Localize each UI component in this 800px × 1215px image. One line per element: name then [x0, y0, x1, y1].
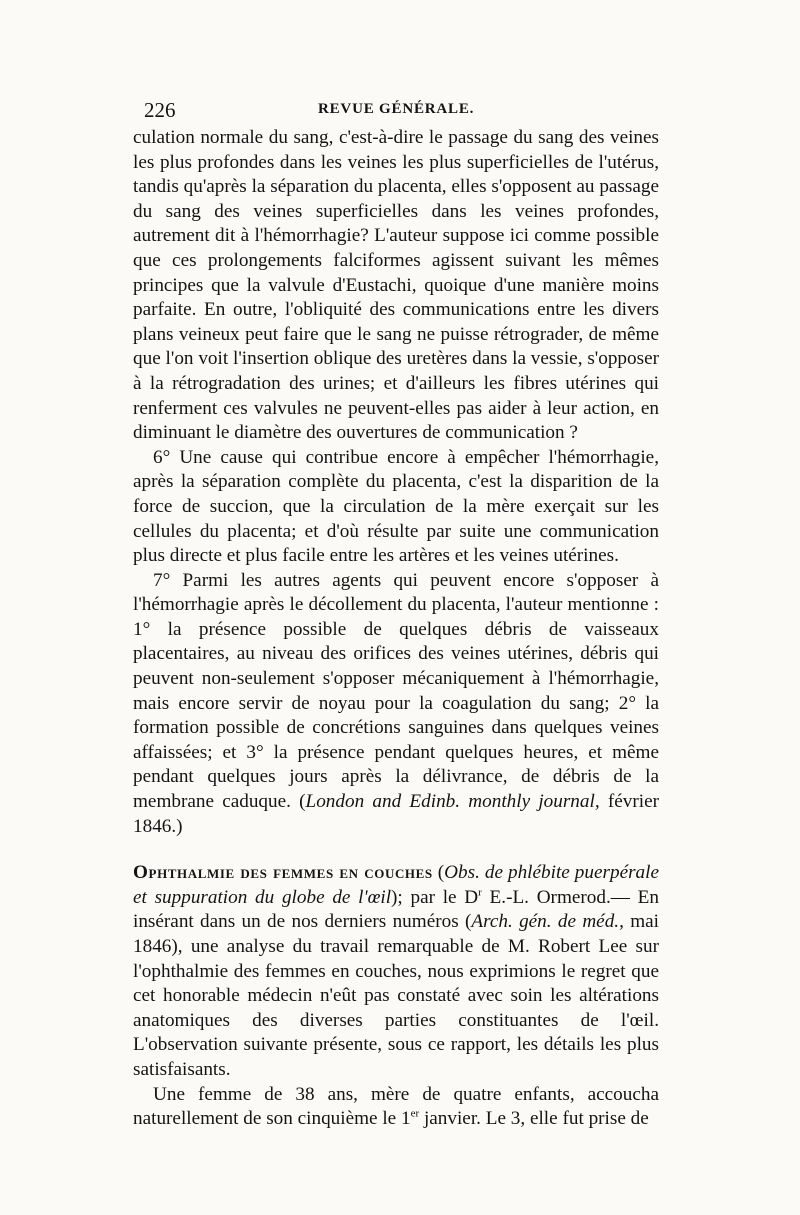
running-title: REVUE GÉNÉRALE.: [318, 101, 475, 117]
section-subtitle: Obs. de phlébite puerpérale et suppuration du globe de l'œil: [133, 862, 659, 908]
case-text-end: janvier. Le 3, elle fut prise de: [419, 1108, 649, 1130]
document-page: [133, 92, 659, 1132]
citation-date: février 1846.): [133, 791, 659, 837]
subtitle-open: (: [432, 862, 445, 884]
paragraph-point-7-text: 7° Parmi les autres agents qui peuvent encore s'opposer à l'hémorrhagie après le décollement du placenta, l'auteur mentionne : 1° la présence possible de quelques débris de vaisseaux placentaires, au niveau des orifices des veines utérines, débris qui peuvent non-seulement s'opposer mécaniquement à l'hémorrhagie, mais encore servir de noyau pour la coagulation du sang; 2° la formation possible de concrétions sanguines dans quelques veines affaissées; et 3° la présence pendant quelques heures, et même pendant quelques jours après la délivrance, de débris de la membrane caduque. (: [133, 569, 659, 813]
page-number: 226: [144, 98, 176, 122]
byline-end: E.-L. Ormerod.— En insérant dans un de nos derniers numéros (: [133, 886, 659, 933]
byline-superscript: r: [478, 886, 482, 899]
paragraph-continuation: culation normale du sang, c'est-à-dire le passage du sang des veines les plus profondes dans les veines les plus superficielles de l'utérus, tandis qu'après la séparation du placenta, elles s'opposent au passage du sang des veines superficielles dans les veines profondes, autrement dit à l'hémorrhagie? L'auteur suppose ici comme possible que ces prolongements falciformes agissent suivant les mêmes principes que la valvule d'Eustachi, quoique d'une manière moins parfaite. En outre, l'obliquité des communications entre les divers plans veineux peut faire que le sang ne puisse rétrograder, de même que l'on voit l'insertion oblique des uretères dans la vessie, s'opposer à la rétrogradation des urines; et d'ailleurs les fibres utérines qui renferment ces valvules ne peuvent-elles pas aider à leur action, en diminuant le diamètre des ouvertures de communication ?: [133, 127, 659, 444]
archives-citation: Arch. gén. de méd.,: [471, 911, 624, 933]
intro-rest: mai 1846), une analyse du travail remarquable de M. Robert Lee sur l'ophthalmie des femmes en couches, nous exprimions le regret que cet honorable médecin n'eût pas constaté avec soin les altérations anatomiques des diverses parties constituantes de l'œil. L'observation suivante présente, sous ce rapport, les détails les plus satisfaisants.: [133, 911, 659, 1080]
case-paragraph: [133, 1083, 659, 1132]
paragraph-point-6: 6° Une cause qui contribue encore à empêcher l'hémorrhagie, après la séparation complète du placenta, c'est la disparition de la force de succion, que la circulation de la mère exerçait sur les cellules du placenta; et d'où résulte par suite une communication plus directe et plus facile entre les artères et les veines utérines.: [133, 446, 659, 567]
body-text: [133, 126, 659, 1132]
paragraph-point-7: [133, 569, 659, 840]
journal-citation: London and Edinb. monthly journal,: [305, 791, 600, 813]
byline: ); par le D: [391, 886, 479, 908]
section-separator: [133, 839, 659, 861]
case-text-start: Une femme de 38 ans, mère de quatre enfants, accoucha naturellement de son cinquième le 1: [133, 1083, 659, 1130]
ophthalmie-intro-paragraph: [133, 861, 659, 1082]
section-title: Ophthalmie des femmes en couches: [133, 862, 433, 884]
case-superscript: er: [410, 1107, 420, 1120]
running-header: [133, 92, 659, 126]
